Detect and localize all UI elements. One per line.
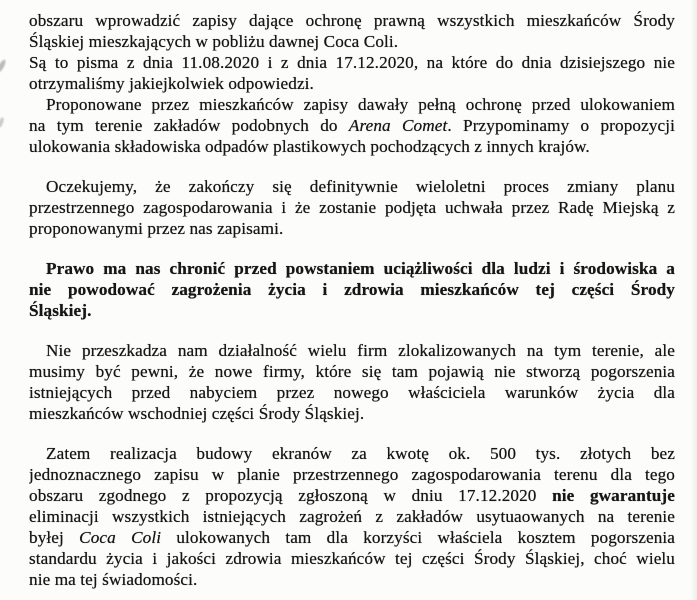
text-line <box>29 31 675 52</box>
text-segment: obszaru zgodnego z propozycją zgłoszoną w dniu 17.12.2020 <box>29 486 553 505</box>
text-line <box>29 279 675 300</box>
text-line <box>29 569 675 590</box>
text-line <box>29 382 675 403</box>
text-line <box>29 506 675 527</box>
text-segment: istniejących przed nabyciem przez nowego właściciela warunków życia dla <box>29 383 675 402</box>
text-segment: na tym terenie zakładów podobnych do <box>29 116 349 135</box>
para-ochrona-prawna <box>29 10 675 52</box>
text-line <box>29 10 675 31</box>
text-line <box>29 403 675 424</box>
scan-artifact-speck <box>0 117 5 129</box>
text-segment: Śląskiej mieszkających w pobliżu dawnej Coca Coli. <box>29 32 399 51</box>
text-segment: proponowanymi przez nas zapisami. <box>29 219 284 238</box>
text-segment: ulokowania składowiska odpadów plastikowych pochodzących z innych krajów. <box>29 137 590 156</box>
text-segment: Oczekujemy, że zakończy się definitywnie wieloletni proces zmiany planu <box>46 177 675 196</box>
text-line <box>29 115 675 136</box>
text-segment: Zatem realizacja budowy ekranów za kwotę ok. 500 tys. złotych bez <box>46 444 675 463</box>
text-line <box>29 464 675 485</box>
para-proponowane-zapisy <box>29 94 675 157</box>
text-segment: Proponowane przez mieszkańców zapisy dawały pełną ochronę przed ulokowaniem <box>46 95 675 114</box>
text-segment: jednoznacznego zapisu w planie przestrzennego zagospodarowania terenu dla tego <box>29 465 675 484</box>
text-segment: eliminacji wszystkich istniejących zagrożeń z zakładów usytuaowanych na terenie <box>29 507 675 526</box>
text-segment: mieszkańców wschodniej części Środy Śląskiej. <box>29 404 365 423</box>
text-segment: nie powodować zagrożenia życia i zdrowia mieszkańców tej części Środy <box>29 280 675 299</box>
text-line <box>29 443 675 464</box>
text-line <box>29 197 675 218</box>
text-line <box>29 176 675 197</box>
text-segment: Śląskiej. <box>29 301 92 320</box>
text-segment: Są to pisma z dnia 11.08.2020 i z dnia 17.12.2020, na które do dnia dzisiejszego nie <box>29 53 675 72</box>
text-segment: standardu życia i jakości zdrowia mieszkańców tej części Środy Śląskiej, choć wielu <box>29 549 675 568</box>
para-prawo-ma-chronic <box>29 258 675 321</box>
text-line <box>29 485 675 506</box>
text-line <box>29 340 675 361</box>
text-segment: musimy być pewni, że nowe firmy, które się tam pojawią nie stworzą pogorszenia <box>29 362 675 381</box>
text-line <box>29 300 675 321</box>
text-segment: przestrzennego zagospodarowania i że zostanie podjęta uchwała przez Radę Miejską z <box>29 198 675 217</box>
text-line <box>29 548 675 569</box>
para-nie-przeszkadza <box>29 340 675 424</box>
text-segment: Nie przeszkadza nam działalność wielu firm zlokalizowanych na tym terenie, ale <box>46 341 675 360</box>
text-segment: ulokowanych tam dla korzyści właściela kosztem pogorszenia <box>161 528 675 547</box>
text-segment: otrzymaliśmy jakiejkolwiek odpowiedzi. <box>29 74 314 93</box>
document-body <box>29 10 675 590</box>
text-line <box>29 136 675 157</box>
text-segment: byłej <box>29 528 80 547</box>
scan-edge-shade <box>691 0 697 600</box>
scan-artifact-speck <box>0 59 7 74</box>
text-line <box>29 52 675 73</box>
para-pisma-bez-odpowiedzi <box>29 52 675 94</box>
para-oczekujemy <box>29 176 675 239</box>
text-line <box>29 94 675 115</box>
text-segment: Prawo ma nas chronić przed powstaniem uciążliwości dla ludzi i środowiska a <box>46 259 675 278</box>
text-segment: nie ma tej świadomości. <box>29 570 198 589</box>
italic-text: Coca Coli <box>79 528 162 547</box>
text-segment: obszaru wprowadzić zapisy dające ochronę prawną wszystkich mieszkańców Środy <box>29 11 675 30</box>
italic-text: Arena Comet <box>348 116 448 135</box>
text-line <box>29 361 675 382</box>
bold-text: nie gwarantuje <box>552 486 675 505</box>
text-line <box>29 218 675 239</box>
text-line <box>29 258 675 279</box>
para-zatem-realizacja <box>29 443 675 590</box>
text-line <box>29 73 675 94</box>
text-segment: . Przypominamy o propozycji <box>447 116 675 135</box>
text-line <box>29 527 675 548</box>
